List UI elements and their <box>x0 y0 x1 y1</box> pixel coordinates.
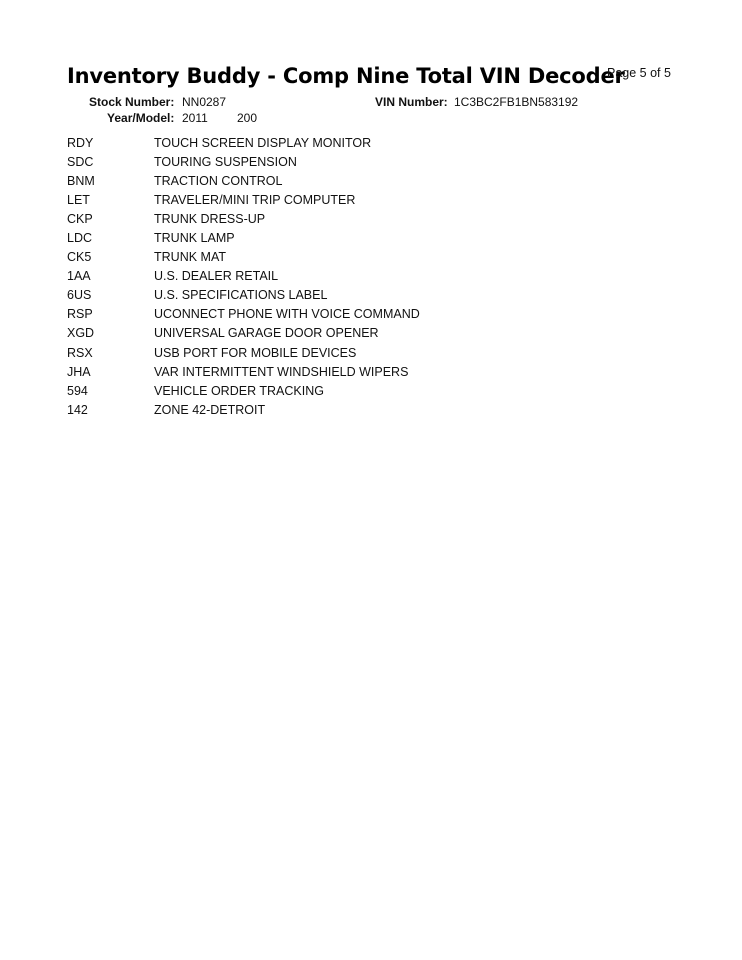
option-code: 1AA <box>67 269 91 284</box>
option-row <box>67 190 687 209</box>
option-row <box>67 133 687 152</box>
option-description: U.S. DEALER RETAIL <box>154 269 279 284</box>
option-description: UNIVERSAL GARAGE DOOR OPENER <box>154 326 379 341</box>
option-description: TOUCH SCREEN DISPLAY MONITOR <box>154 135 372 150</box>
option-code: SDC <box>67 154 94 169</box>
option-row <box>67 209 687 228</box>
year-value: 2011 <box>182 111 208 125</box>
option-code: 142 <box>67 402 88 417</box>
option-description: TRACTION CONTROL <box>154 173 283 188</box>
option-description: U.S. SPECIFICATIONS LABEL <box>154 288 328 303</box>
option-row <box>67 400 687 419</box>
model-value: 200 <box>237 111 258 125</box>
option-row <box>67 286 687 305</box>
option-description: USB PORT FOR MOBILE DEVICES <box>154 345 357 360</box>
option-row <box>67 171 687 190</box>
vin-number-label: VIN Number: <box>375 95 448 109</box>
option-description: VAR INTERMITTENT WINDSHIELD WIPERS <box>154 364 409 379</box>
option-row <box>67 362 687 381</box>
option-code: 6US <box>67 288 92 303</box>
option-description: ZONE 42-DETROIT <box>154 402 266 417</box>
option-code: 594 <box>67 383 88 398</box>
option-code: XGD <box>67 326 95 341</box>
option-row <box>67 324 687 343</box>
option-description: TRUNK MAT <box>154 250 226 265</box>
option-description: TRUNK DRESS-UP <box>154 211 266 226</box>
option-code: LDC <box>67 231 93 246</box>
option-code: LET <box>67 192 90 207</box>
stock-number-label: Stock Number: <box>89 95 175 109</box>
option-description: TRAVELER/MINI TRIP COMPUTER <box>154 192 356 207</box>
option-code: RSP <box>67 307 93 322</box>
option-description: VEHICLE ORDER TRACKING <box>154 383 324 398</box>
option-row <box>67 267 687 286</box>
year-model-label: Year/Model: <box>107 111 175 125</box>
option-row <box>67 305 687 324</box>
option-row <box>67 381 687 400</box>
option-code: RDY <box>67 135 94 150</box>
option-code: JHA <box>67 364 91 379</box>
option-code: CK5 <box>67 250 92 265</box>
option-description: TRUNK LAMP <box>154 231 235 246</box>
report-title: Inventory Buddy - Comp Nine Total VIN Decoder <box>67 64 625 88</box>
option-row <box>67 228 687 247</box>
option-description: UCONNECT PHONE WITH VOICE COMMAND <box>154 307 420 322</box>
option-list <box>67 133 687 419</box>
option-code: BNM <box>67 173 95 188</box>
option-code: CKP <box>67 211 93 226</box>
option-code: RSX <box>67 345 93 360</box>
stock-number-value: NN0287 <box>182 95 227 109</box>
option-description: TOURING SUSPENSION <box>154 154 297 169</box>
option-row <box>67 343 687 362</box>
page-number: Page 5 of 5 <box>607 66 671 80</box>
option-row <box>67 152 687 171</box>
option-row <box>67 248 687 267</box>
vin-number-value: 1C3BC2FB1BN583192 <box>454 95 579 109</box>
